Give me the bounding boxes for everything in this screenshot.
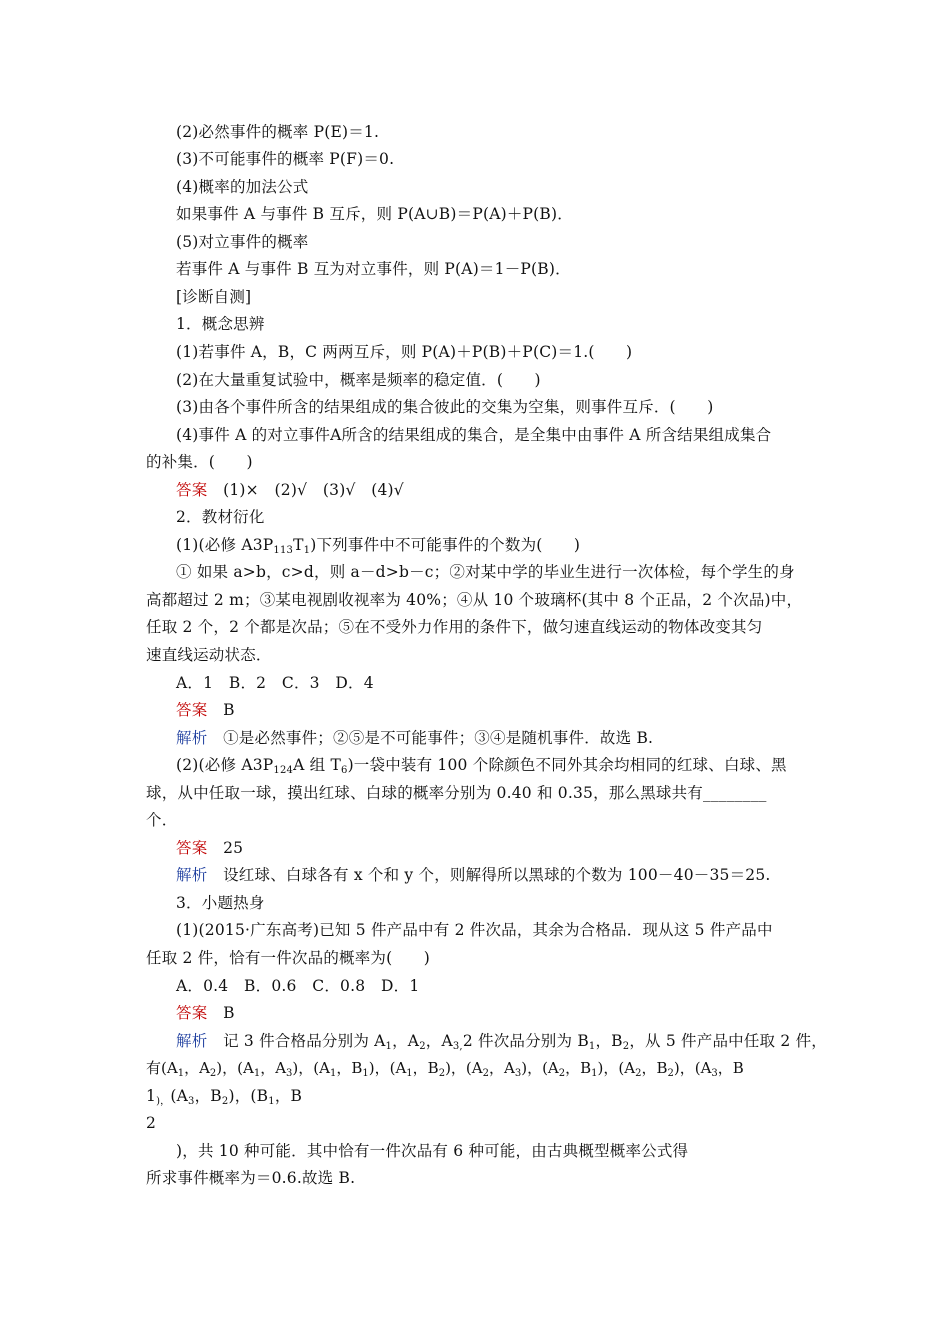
text-line: 有($A_1$，$A_2$)，($A_1$，$A_3$)，($A_1$，$B_1$)，($A_1$，$B_2$)，($A_2$，$A_3$)，($A_2$，$B_1$)，($A_2$，$B_2$)，($A_3$，B — [146, 1059, 744, 1079]
answer-label: 答案 — [176, 481, 208, 499]
answer-text: B — [223, 1004, 235, 1022]
analysis-label: 解析 — [176, 729, 208, 747]
answer-text: B — [223, 701, 235, 719]
text-line: 高都超过 2 m；③某电视剧收视率为 40%；④从 10 个玻璃杯(其中 8 个正品，2 个次品)中， — [146, 591, 803, 609]
answer-label: 答案 — [176, 839, 208, 857]
text-line: (3)由各个事件所含的结果组成的集合彼此的交集为空集，则事件互斥．( ) — [176, 398, 714, 416]
analysis-line: 解析 记 3 件合格品分别为 $A_1$，$A_2$，$A_{3,}2$ 件次品分别为 $B_1$，$B_2$，从 5 件产品中任取 2 件， — [176, 1032, 827, 1052]
text-line: )，共 10 种可能．其中恰有一件次品有 6 种可能，由古典概型概率公式得 — [176, 1142, 689, 1160]
text-line: 若事件 A 与事件 B 互为对立事件，则 P(A)＝1－P(B)． — [176, 260, 571, 278]
text-line: 如果事件 A 与事件 B 互斥，则 P(A∪B)＝P(A)＋P(B)． — [176, 205, 573, 223]
text-line: 任取 2 件，恰有一件次品的概率为( ) — [146, 949, 431, 967]
text-line: (2)必然事件的概率 P(E)＝1. — [176, 123, 380, 141]
analysis-label: 解析 — [176, 866, 208, 884]
text-line: 个． — [146, 811, 178, 829]
text-line: (5)对立事件的概率 — [176, 233, 309, 251]
text-line: 1．概念思辨 — [176, 315, 265, 333]
text-line: (1)若事件 A，B，C 两两互斥，则 P(A)＋P(B)＋P(C)＝1.( ) — [176, 343, 633, 361]
analysis-line — [176, 728, 841, 748]
text-line: (4)事件 A 的对立事件A所含的结果组成的集合，是全集中由事件 A 所含结果组成集合 — [176, 426, 772, 444]
answer-line — [176, 480, 841, 500]
text-line: 2．教材衍化 — [176, 508, 265, 526]
text-line: (4)概率的加法公式 — [176, 178, 309, 196]
text-line: A．0.4 B．0.6 C．0.8 D．1 — [176, 977, 420, 995]
analysis-text: 设红球、白球各有 x 个和 y 个，则解得所以黑球的个数为 100－40－35＝25. — [223, 866, 771, 884]
text-line: 球，从中任取一球，摸出红球、白球的概率分别为 0.40 和 0.35，那么黑球共有________ — [146, 784, 767, 802]
text-line: A．1 B．2 C．3 D．4 — [176, 674, 374, 692]
text-line: 所求事件概率为＝0.6.故选 B. — [146, 1169, 356, 1187]
text-line: ① 如果 a>b，c>d，则 a－d>b－c；②对某中学的毕业生进行一次体检，每个学生的身 — [176, 563, 795, 581]
text-line: $1_{),}(A_3$，$B_2$)，($B_1$，B — [146, 1087, 303, 1107]
analysis-line — [176, 865, 841, 885]
answer-text: (1)× (2)√ (3)√ (4)√ — [223, 481, 404, 499]
answer-label: 答案 — [176, 701, 208, 719]
text-line: (1)(必修 $A3P_{113}T_1$)下列事件中不可能事件的个数为( ) — [176, 536, 581, 556]
text-line: 任取 2 个，2 个都是次品；⑤在不受外力作用的条件下，做匀速直线运动的物体改变其匀 — [146, 618, 763, 636]
text-line: 2 — [146, 1114, 157, 1132]
section-heading: [诊断自测] — [176, 288, 252, 306]
answer-line — [176, 700, 841, 720]
text-line: 速直线运动状态． — [146, 646, 272, 664]
text-line: (2)(必修 $A3P_{124}A$ 组 $T_6$)一袋中装有 100 个除颜色不同外其余均相同的红球、白球、黑 — [176, 756, 787, 776]
answer-label: 答案 — [176, 1004, 208, 1022]
answer-line — [176, 838, 841, 858]
text-line: (3)不可能事件的概率 P(F)＝0. — [176, 150, 395, 168]
analysis-label: 解析 — [176, 1032, 208, 1050]
analysis-text: ①是必然事件；②⑤是不可能事件；③④是随机事件．故选 B. — [223, 729, 654, 747]
answer-line — [176, 1003, 841, 1023]
text-line: 3．小题热身 — [176, 894, 265, 912]
answer-text: 25 — [223, 839, 244, 857]
text-line: (2)在大量重复试验中，概率是频率的稳定值．( ) — [176, 371, 541, 389]
text-line: 的补集．( ) — [146, 453, 253, 471]
text-line: (1)(2015·广东高考)已知 5 件产品中有 2 件次品，其余为合格品．现从这 5 件产品中 — [176, 921, 773, 939]
